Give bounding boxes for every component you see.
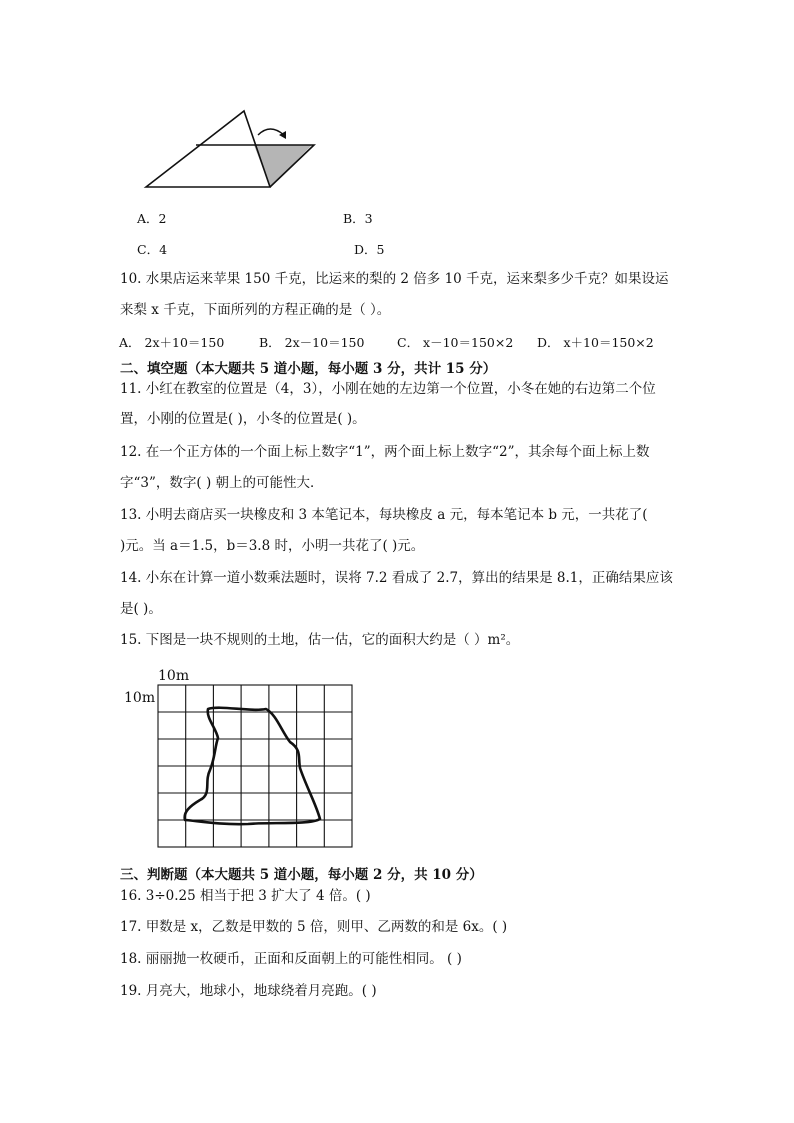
q13-line1: 13. 小明去商店买一块橡皮和 3 本笔记本，每块橡皮 a 元，每本笔记本 b 元，一共花了(: [120, 507, 648, 523]
q10-line2: 来梨 x 千克，下面所列的方程正确的是（ ）。: [120, 302, 391, 318]
q16: 16. 3÷0.25 相当于把 3 扩大了 4 倍。( ): [120, 888, 371, 904]
q10-option-c: C． x－10＝150×2: [397, 335, 514, 350]
q12-line1: 12. 在一个正方体的一个面上标上数字“1”，两个面上标上数字“2”，其余每个面上标上数: [120, 444, 650, 460]
q11-line1: 11. 小红在教室的位置是（4，3），小刚在她的左边第一个位置，小冬在她的右边第二个位: [120, 381, 656, 397]
q10-option-b: B． 2x－10＝150: [259, 335, 365, 350]
q19: 19. 月亮大，地球小，地球绕着月亮跑。( ): [120, 983, 377, 999]
q11-line2: 置，小刚的位置是( )，小冬的位置是( )。: [120, 411, 366, 427]
q18: 18. 丽丽抛一枚硬币，正面和反面朝上的可能性相同。 ( ): [120, 951, 462, 967]
section2-title: 二、填空题（本大题共 5 道小题，每小题 3 分，共计 15 分）: [120, 361, 497, 377]
q13-line2: )元。当 a＝1.5，b＝3.8 时，小明一共花了( )元。: [120, 538, 425, 554]
large-triangle: [146, 111, 270, 187]
irregular-land-grid-figure: [120, 662, 360, 848]
grid-side-label: 10m: [124, 690, 156, 706]
q12-line2: 字“3”，数字( ) 朝上的可能性大．: [120, 475, 324, 491]
q9-option-c: C．4: [137, 242, 168, 257]
triangle-to-parallelogram-figure: [140, 105, 325, 195]
section3-title: 三、判断题（本大题共 5 道小题，每小题 2 分，共 10 分）: [120, 867, 483, 883]
q14-line1: 14. 小东在计算一道小数乘法题时，误将 7.2 看成了 2.7，算出的结果是 8.1，正确结果应该: [120, 570, 673, 586]
q14-line2: 是( )。: [120, 601, 162, 617]
q15-line1: 15. 下图是一块不规则的土地，估一估，它的面积大约是（ ）m²。: [120, 632, 520, 648]
q9-option-b: B．3: [343, 211, 373, 226]
q17: 17. 甲数是 x，乙数是甲数的 5 倍，则甲、乙两数的和是 6x。( ): [120, 919, 508, 935]
q9-option-a: A．2: [137, 211, 167, 226]
rotation-arrow: [258, 129, 284, 135]
grid-top-label: 10m: [158, 668, 190, 684]
q9-option-d: D．5: [354, 242, 385, 257]
q10-option-a: A． 2x＋10＝150: [119, 335, 225, 350]
q10-option-d: D． x＋10＝150×2: [537, 335, 654, 350]
q10-line1: 10. 水果店运来苹果 150 千克，比运来的梨的 2 倍多 10 千克，运来梨多少千克？如果设运: [120, 271, 669, 287]
